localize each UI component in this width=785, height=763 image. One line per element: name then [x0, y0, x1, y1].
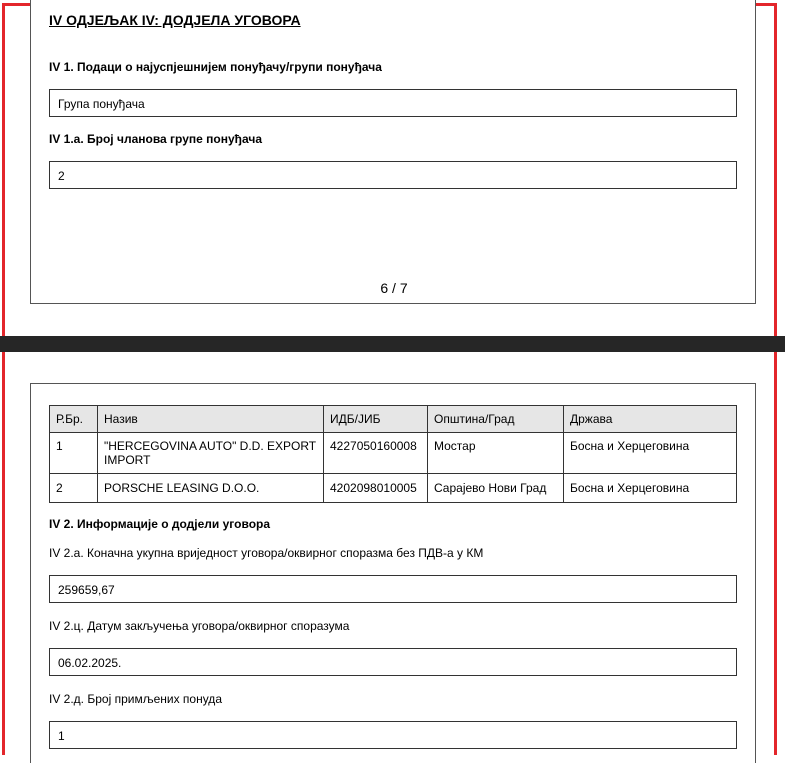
table-row: [50, 474, 737, 503]
column-header-name: Назив: [98, 406, 324, 433]
bidder-type-field: Група понуђача: [49, 89, 737, 117]
column-header-id: ИДБ/ЈИБ: [324, 406, 428, 433]
column-header-municipality: Општина/Град: [428, 406, 564, 433]
document-page-7: [30, 383, 756, 763]
cell-number: 2: [50, 474, 98, 503]
contract-date-label: IV 2.ц. Датум закључења уговора/оквирног споразума: [49, 619, 350, 633]
page-number: 6 / 7: [380, 280, 408, 296]
bids-received-field: 1: [49, 721, 737, 749]
cell-country: Босна и Херцеговина: [564, 433, 737, 474]
cell-number: 1: [50, 433, 98, 474]
cell-name: "HERCEGOVINA AUTO" D.D. EXPORT IMPORT: [98, 433, 324, 474]
column-header-number: Р.Бр.: [50, 406, 98, 433]
group-members-count-label: IV 1.а. Број чланова групе понуђача: [49, 132, 262, 146]
section-title: IV ОДЈЕЉАК IV: ДОДЈЕЛА УГОВОРА: [49, 12, 301, 28]
group-members-count-field: 2: [49, 161, 737, 189]
document-page-6: [30, 0, 756, 304]
bids-received-label: IV 2.д. Број примљених понуда: [49, 692, 222, 706]
cell-country: Босна и Херцеговина: [564, 474, 737, 503]
bidder-info-label: IV 1. Подаци о најуспјешнијем понуђачу/групи понуђача: [49, 60, 382, 74]
contract-value-label: IV 2.а. Коначна укупна вриједност уговора/оквирног споразма без ПДВ-а у КМ: [49, 546, 484, 560]
cell-municipality: Сарајево Нови Град: [428, 474, 564, 503]
cell-id: 4202098010005: [324, 474, 428, 503]
table-row: [50, 433, 737, 474]
cell-municipality: Мостар: [428, 433, 564, 474]
contract-value-field: 259659,67: [49, 575, 737, 603]
table-header-row: [50, 406, 737, 433]
contract-date-field: 06.02.2025.: [49, 648, 737, 676]
column-header-country: Држава: [564, 406, 737, 433]
cell-id: 4227050160008: [324, 433, 428, 474]
page-separator: [0, 336, 785, 352]
cell-name: PORSCHE LEASING D.O.O.: [98, 474, 324, 503]
group-members-table: [49, 405, 737, 503]
contract-info-label: IV 2. Информације о додјели уговора: [49, 517, 271, 531]
